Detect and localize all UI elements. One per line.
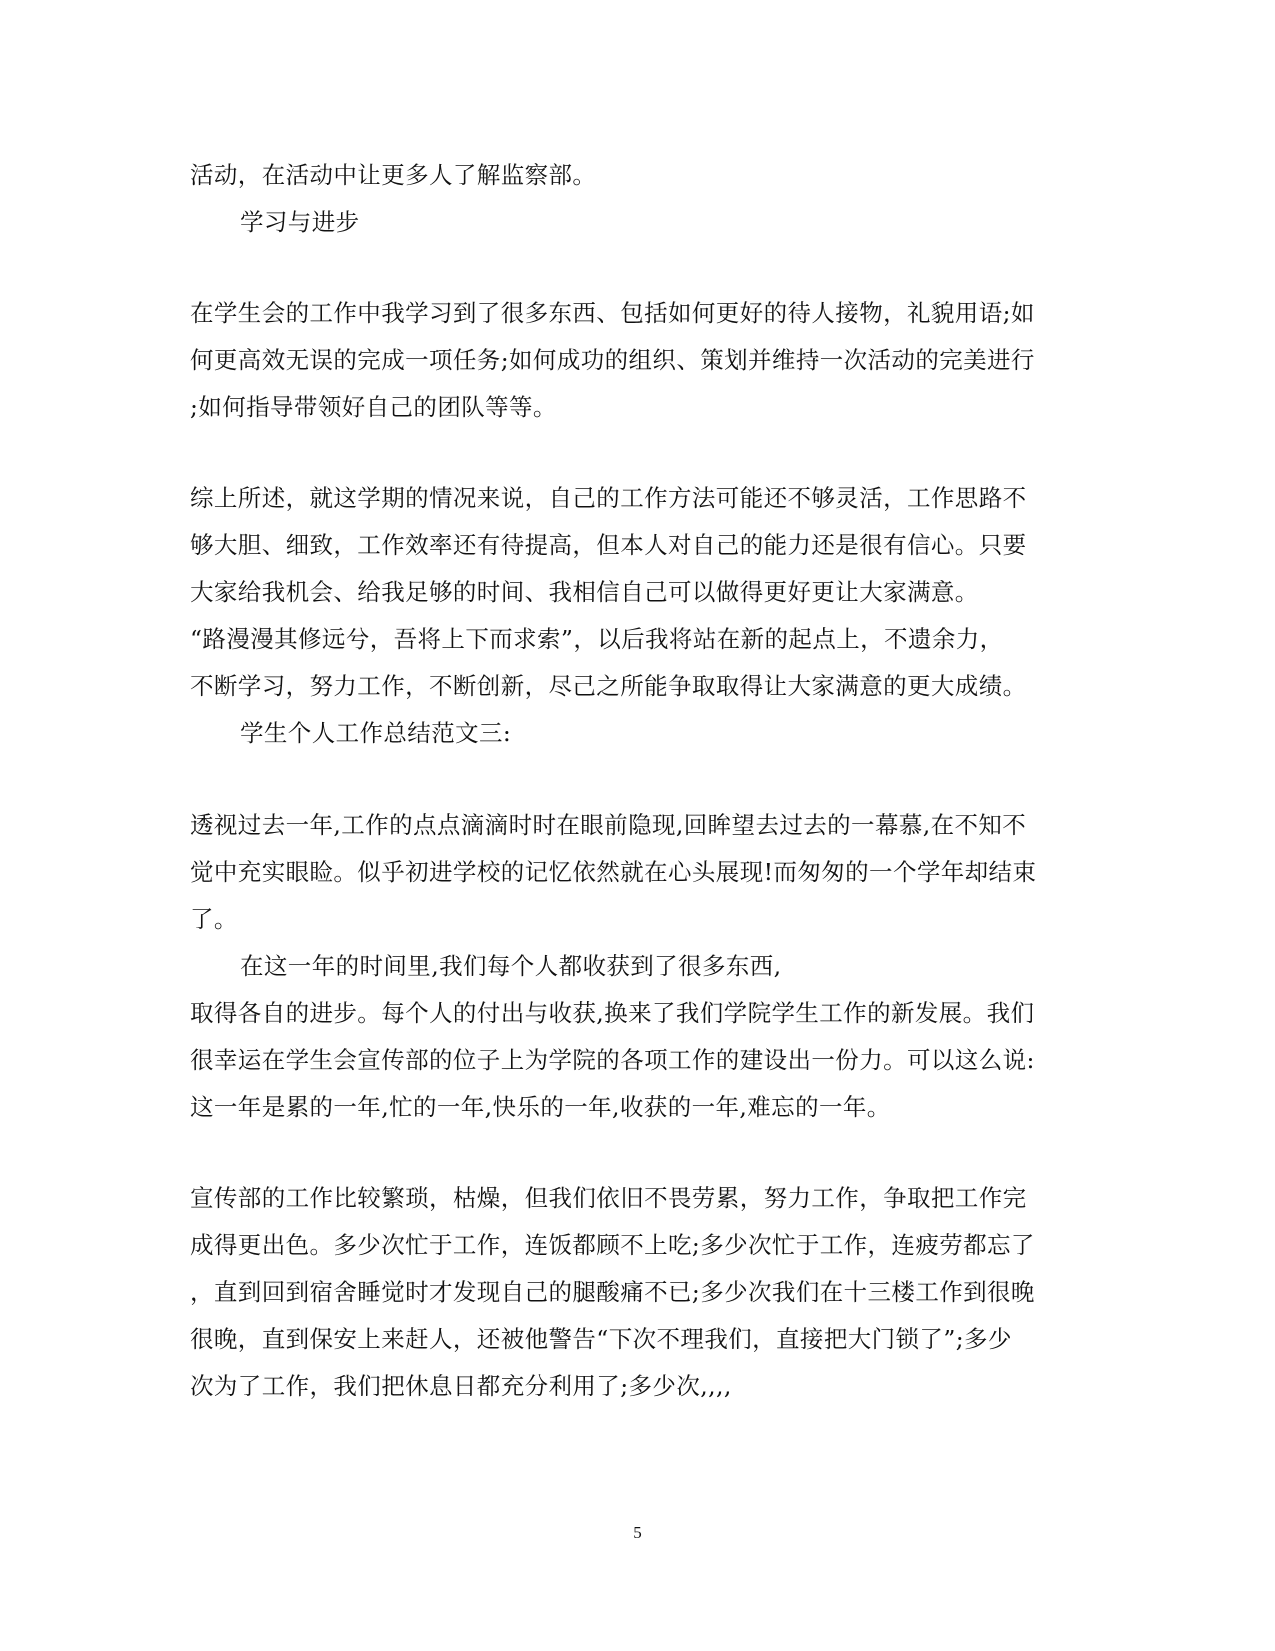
text-line: 够大胆、细致，工作效率还有待提高，但本人对自己的能力还是很有信心。只要 [190, 531, 1027, 559]
text-line: 大家给我机会、给我足够的时间、我相信自己可以做得更好更让大家满意。 [190, 578, 979, 606]
text-line: 在学生会的工作中我学习到了很多东西、包括如何更好的待人接物，礼貌用语;如 [190, 299, 1035, 327]
text-line: ，直到回到宿舍睡觉时才发现自己的腿酸痛不已;多少次我们在十三楼工作到很晚 [190, 1278, 1035, 1306]
text-line: 宣传部的工作比较繁琐，枯燥，但我们依旧不畏劳累，努力工作，争取把工作完 [190, 1184, 1027, 1212]
text-line: ;如何指导带领好自己的团队等等。 [190, 393, 557, 421]
text-line: 不断学习，努力工作，不断创新，尽己之所能争取取得让大家满意的更大成绩。 [190, 672, 1027, 700]
text-line: 取得各自的进步。每个人的付出与收获,换来了我们学院学生工作的新发展。我们 [190, 999, 1035, 1027]
text-line: 这一年是累的一年,忙的一年,快乐的一年,收获的一年,难忘的一年。 [190, 1093, 891, 1121]
text-line: 觉中充实眼睑。似乎初进学校的记忆依然就在心头展现!而匆匆的一个学年却结束 [190, 858, 1037, 886]
text-line: 成得更出色。多少次忙于工作，连饭都顾不上吃;多少次忙于工作，连疲劳都忘了 [190, 1231, 1035, 1259]
text-line: 很幸运在学生会宣传部的位子上为学院的各项工作的建设出一份力。可以这么说: [190, 1046, 1035, 1074]
text-line: 了。 [190, 905, 238, 933]
text-line: 在这一年的时间里,我们每个人都收获到了很多东西, [240, 952, 782, 980]
section-heading: 学习与进步 [240, 208, 360, 236]
section-heading: 学生个人工作总结范文三: [240, 719, 512, 747]
text-line: 何更高效无误的完成一项任务;如何成功的组织、策划并维持一次活动的完美进行 [190, 346, 1035, 374]
text-line: 次为了工作，我们把休息日都充分利用了;多少次,,,, [190, 1372, 732, 1400]
text-line: 很晚，直到保安上来赶人，还被他警告“下次不理我们，直接把大门锁了”;多少 [190, 1325, 1012, 1353]
text-line: 综上所述，就这学期的情况来说，自己的工作方法可能还不够灵活，工作思路不 [190, 484, 1027, 512]
page-number: 5 [633, 1523, 642, 1542]
text-line: 透视过去一年,工作的点点滴滴时时在眼前隐现,回眸望去过去的一幕慕,在不知不 [190, 811, 1027, 839]
text-line: “路漫漫其修远兮，吾将上下而求索”，以后我将站在新的起点上，不遗余力， [190, 625, 1004, 653]
text-line: 活动，在活动中让更多人了解监察部。 [190, 161, 597, 189]
